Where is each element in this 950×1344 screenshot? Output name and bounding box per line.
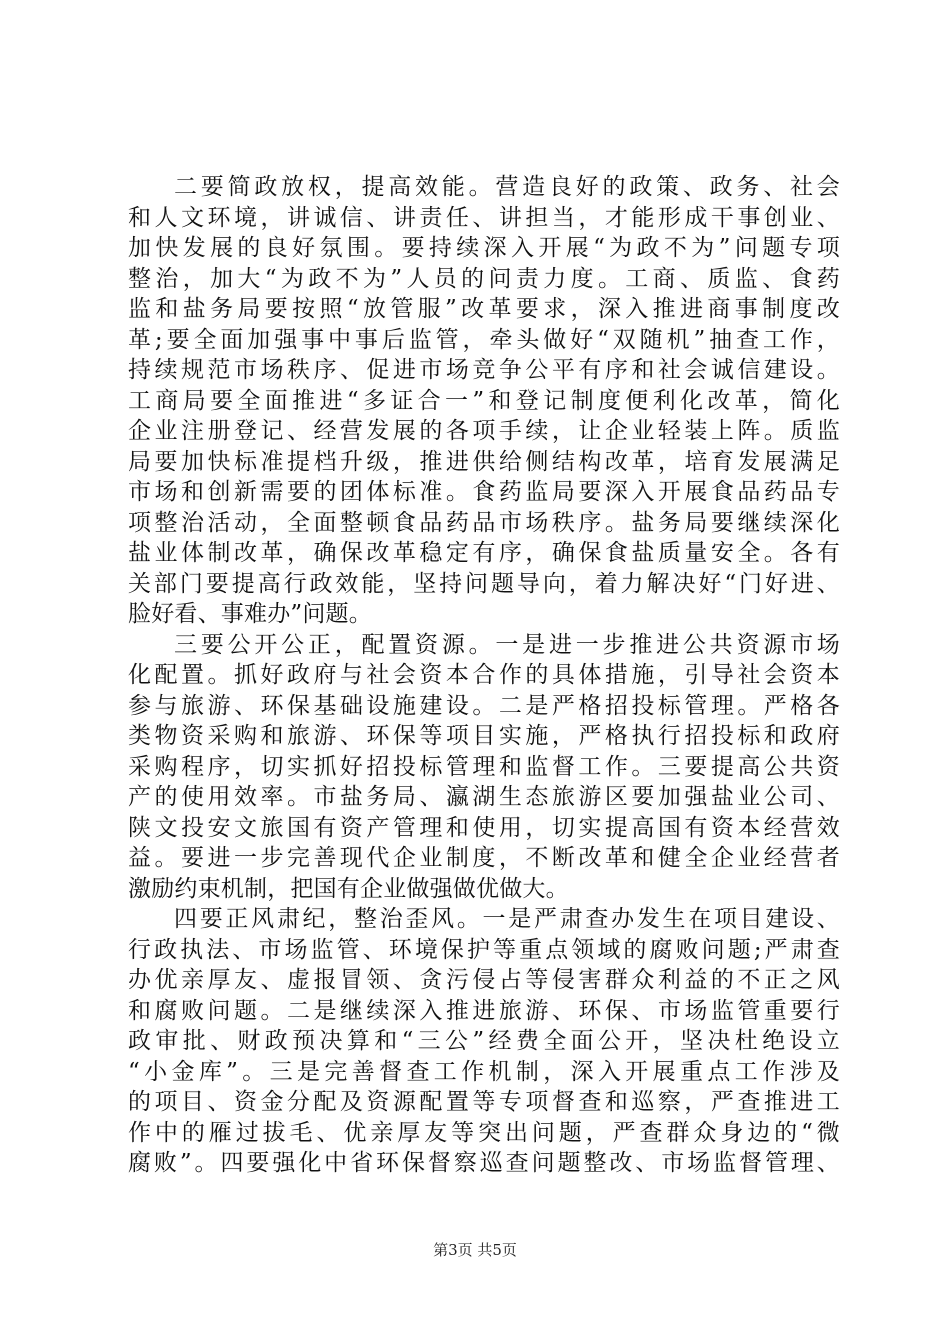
text-line: 市场和创新需要的团体标准。食药监局要深入开展食品药品专 — [128, 479, 840, 505]
text-line: “小金库”。三是完善督查工作机制，深入开展重点工作涉及 — [128, 1058, 840, 1085]
text-line: 整治，加大“为政不为”人员的问责力度。工商、质监、食药 — [128, 265, 840, 292]
text-line: 行政执法、市场监管、环境保护等重点领域的腐败问题;严肃查 — [128, 936, 840, 963]
page-number-footer: 第3页 共5页 — [433, 1241, 517, 1259]
text-line: 类物资采购和旅游、环保等项目实施，严格执行招投标和政府 — [128, 723, 840, 749]
text-line: 持续规范市场秩序、促进市场竞争公平有序和社会诚信建设。 — [128, 357, 840, 383]
paragraph-open-fair-resources — [128, 630, 840, 905]
text-line: 和腐败问题。二是继续深入推进旅游、环保、市场监管重要行 — [128, 997, 840, 1024]
text-line: 革;要全面加强事中事后监管，牵头做好“双随机”抽查工作， — [128, 326, 840, 353]
text-line: 办优亲厚友、虚报冒领、贪污侵占等侵害群众利益的不正之风 — [128, 967, 840, 993]
text-line: 企业注册登记、经营发展的各项手续，让企业轻装上阵。质监 — [128, 418, 840, 444]
text-line: 和人文环境，讲诚信、讲责任、讲担当，才能形成干事创业、 — [128, 204, 840, 231]
text-line: 加快发展的良好氛围。要持续深入开展“为政不为”问题专项 — [128, 235, 840, 261]
text-line: 陕文投安文旅国有资产管理和使用，切实提高国有资本经营效 — [128, 814, 840, 841]
text-line: 关部门要提高行政效能，坚持问题导向，着力解决好“门好进、 — [128, 570, 840, 597]
text-line: 政审批、财政预决算和“三公”经费全面公开，坚决杜绝设立 — [128, 1028, 840, 1054]
text-line: 盐业体制改革，确保改革稳定有序，确保食盐质量安全。各有 — [128, 540, 840, 566]
text-line: 的项目、资金分配及资源配置等专项督查和巡察，严查推进工 — [128, 1089, 840, 1115]
text-line: 二要简政放权，提高效能。营造良好的政策、政务、社会 — [174, 174, 840, 200]
body-text — [128, 172, 840, 1179]
text-line: 参与旅游、环保基础设施建设。二是严格招投标管理。严格各 — [128, 692, 840, 719]
text-line: 工商局要全面推进“多证合一”和登记制度便利化改革，简化 — [128, 387, 840, 414]
text-line: 益。要进一步完善现代企业制度，不断改革和健全企业经营者 — [128, 845, 840, 871]
text-line: 三要公开公正，配置资源。一是进一步推进公共资源市场 — [174, 631, 840, 658]
text-line: 化配置。抓好政府与社会资本合作的具体措施，引导社会资本 — [128, 662, 840, 688]
text-line: 局要加快标准提档升级，推进供给侧结构改革，培育发展满足 — [128, 448, 840, 475]
text-line: 腐败”。四要强化中省环保督察巡查问题整改、市场监督管理、 — [128, 1150, 840, 1176]
text-line: 脸好看、事难办”问题。 — [128, 601, 372, 627]
text-line: 四要正风肃纪，整治歪风。一是严肃查办发生在项目建设、 — [174, 906, 840, 932]
paragraph-discipline — [128, 904, 840, 1179]
text-line: 项整治活动，全面整顿食品药品市场秩序。盐务局要继续深化 — [128, 509, 840, 536]
text-line: 激励约束机制，把国有企业做强做优做大。 — [128, 875, 569, 902]
text-line: 采购程序，切实抓好招投标管理和监督工作。三要提高公共资 — [128, 753, 840, 780]
text-line: 作中的雁过拔毛、优亲厚友等突出问题，严查群众身边的“微 — [128, 1119, 840, 1146]
text-line: 监和盐务局要按照“放管服”改革要求，深入推进商事制度改 — [128, 296, 840, 322]
text-line: 产的使用效率。市盐务局、瀛湖生态旅游区要加强盐业公司、 — [128, 784, 840, 810]
paragraph-streamline-administration — [128, 172, 840, 630]
